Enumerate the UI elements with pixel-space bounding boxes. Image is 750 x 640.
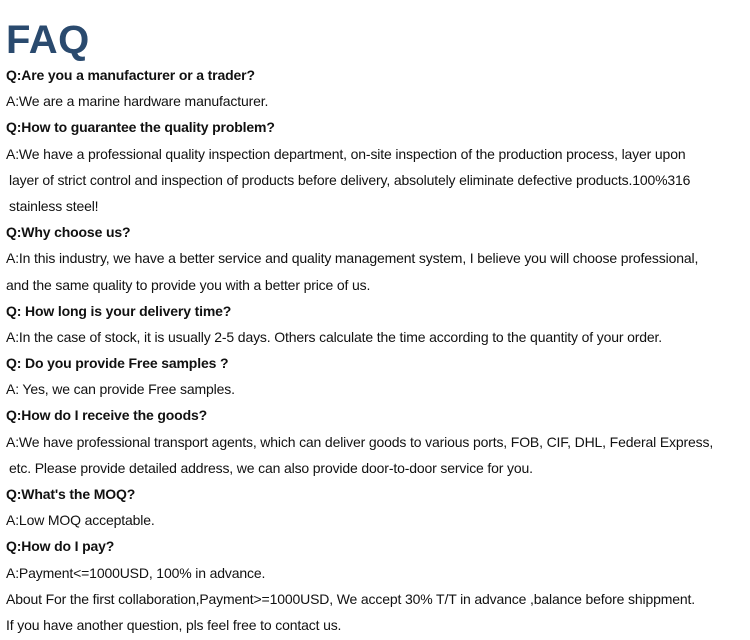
faq-answer: A:Low MOQ acceptable. [6,512,155,529]
faq-question: Q: How long is your delivery time? [6,302,232,319]
faq-answer-continuation: About For the first collaboration,Payment>=1000USD, We accept 30% T/T in advance ,balance before shippment. [6,590,696,607]
faq-question: Q:How do I pay? [6,538,115,555]
faq-closing-note: If you have another question, pls feel free to contact us. [6,616,342,633]
faq-question: Q:Why choose us? [6,224,131,241]
faq-answer: A:In the case of stock, it is usually 2-5 days. Others calculate the time according to the quantity of your order. [6,328,663,345]
faq-answer-continuation: etc. Please provide detailed address, we can also provide door-to-door service for you. [9,459,533,476]
faq-answer-continuation: stainless steel! [9,197,99,214]
faq-answer: A:We have professional transport agents, which can deliver goods to various ports, FOB, CIF, DHL, Federal Express, [6,433,714,450]
faq-question: Q:Are you a manufacturer or a trader? [6,67,255,83]
faq-answer: A:We have a professional quality inspection department, on-site inspection of the production process, layer upon [6,145,686,162]
faq-answer-continuation: layer of strict control and inspection of products before delivery, absolutely eliminate defective products.100%316 [9,171,691,188]
faq-answer: A:In this industry, we have a better service and quality management system, I believe you will choose professional, [6,250,699,267]
faq-question: Q:What's the MOQ? [6,486,136,502]
faq-answer: A: Yes, we can provide Free samples. [6,381,235,398]
faq-answer: A:We are a marine hardware manufacturer. [6,93,269,110]
faq-question: Q:How do I receive the goods? [6,407,208,424]
faq-answer-continuation: and the same quality to provide you with a better price of us. [6,276,371,293]
faq-answer: A:Payment<=1000USD, 100% in advance. [6,564,266,581]
page-title: FAQ [6,18,90,62]
faq-question: Q:How to guarantee the quality problem? [6,119,275,136]
faq-list [6,62,750,638]
faq-question: Q: Do you provide Free samples ? [6,355,229,372]
